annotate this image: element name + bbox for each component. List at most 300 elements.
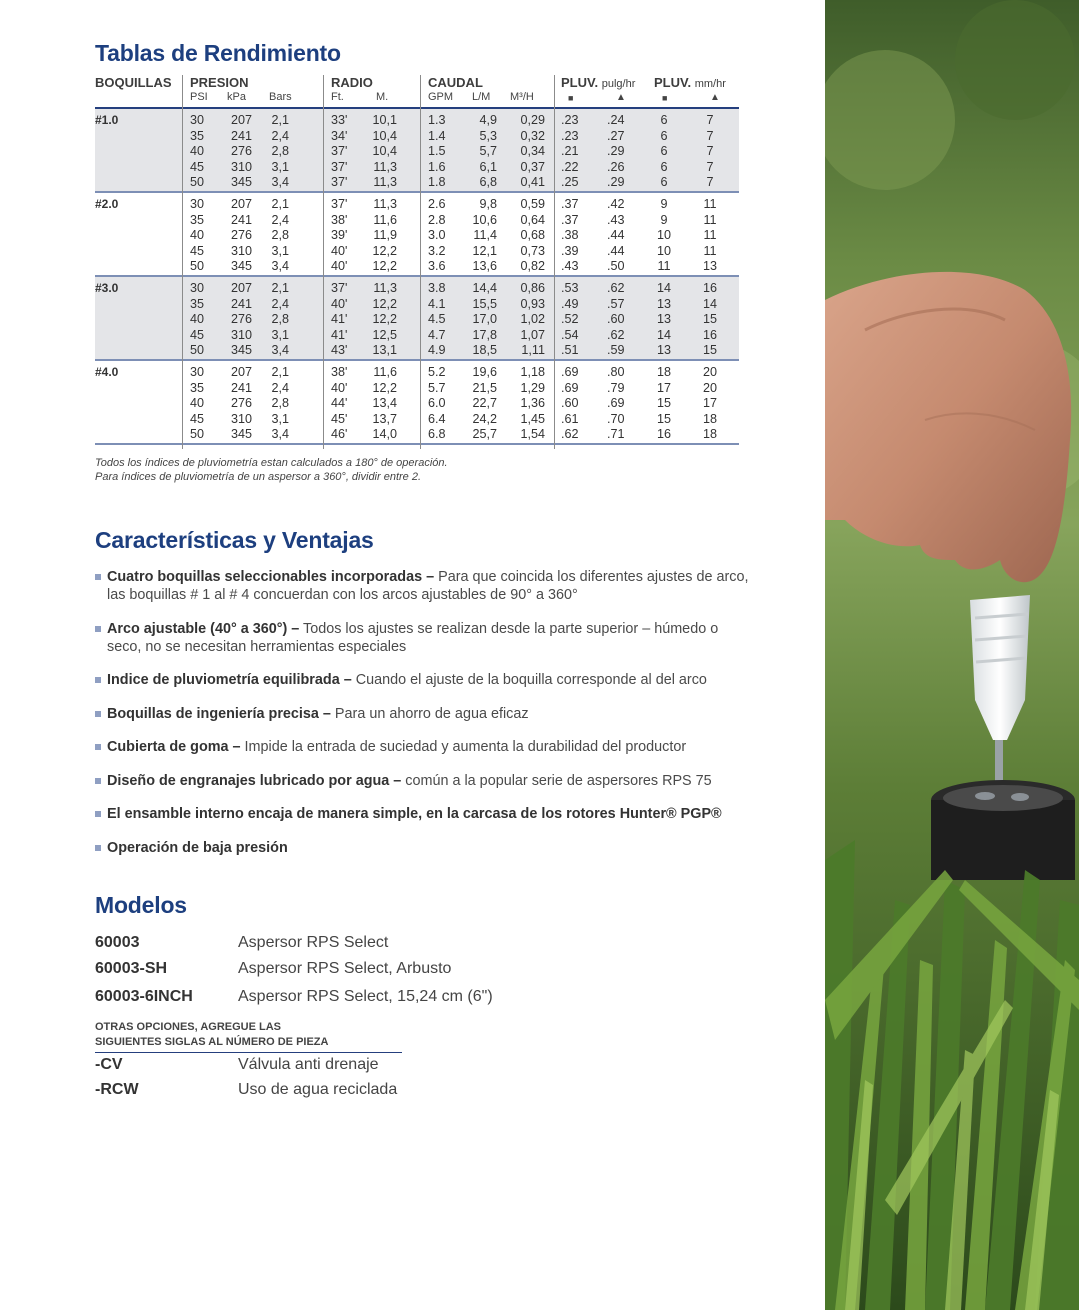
cell-precip-in-square: .54 [561, 327, 579, 342]
table-row [95, 113, 739, 129]
cell-precip-in-triangle: .59 [607, 343, 625, 358]
feature-item [95, 738, 755, 756]
cell-bars: 2,1 [271, 281, 289, 295]
subheader-psi: PSI [190, 91, 208, 103]
cell-precip-in-triangle: .69 [607, 396, 625, 411]
cell-radius-ft: 37' [331, 159, 348, 174]
cell-precip-mm-triangle: 11 [703, 212, 717, 227]
cell-bars: 2,8 [271, 144, 289, 159]
cell-radius-ft: 40' [331, 243, 348, 258]
subheader-m3h: M³/H [510, 91, 534, 103]
nozzle-group [95, 361, 739, 445]
cell-radius-ft: 38' [331, 365, 348, 379]
cell-m3h: 1,11 [521, 343, 545, 358]
cell-kpa: 276 [230, 144, 252, 159]
cell-precip-in-triangle: .71 [607, 427, 625, 442]
cell-lm: 6,8 [479, 175, 497, 190]
cell-bars: 3,4 [271, 427, 289, 442]
model-code: 60003-SH [95, 960, 168, 977]
other-options-line-1: OTRAS OPCIONES, AGREGUE LAS [95, 1021, 282, 1033]
cell-lm: 24,2 [472, 411, 497, 426]
cell-m3h: 0,41 [520, 175, 545, 190]
feature-description: Impide la entrada de suciedad y aumenta la durabilidad del productor [240, 739, 687, 755]
cell-kpa: 345 [230, 427, 252, 442]
cell-m3h: 1,36 [520, 396, 545, 411]
cell-bars: 2,1 [271, 365, 289, 379]
cell-lm: 5,7 [479, 144, 497, 159]
cell-precip-in-square: .51 [561, 343, 579, 358]
cell-lm: 22,7 [472, 396, 497, 411]
cell-radius-ft: 41' [331, 327, 348, 342]
cell-kpa: 310 [230, 327, 252, 342]
cell-psi: 40 [190, 228, 205, 243]
feature-title: Boquillas de ingeniería precisa – [107, 705, 331, 722]
cell-m3h: 0,34 [520, 144, 545, 159]
cell-kpa: 276 [230, 312, 252, 327]
triangle-icon: ▲ [710, 92, 720, 103]
cell-precip-in-triangle: .27 [607, 128, 625, 143]
cell-kpa: 241 [230, 380, 252, 395]
cell-gpm: 3.8 [428, 281, 446, 295]
cell-precip-in-triangle: .60 [607, 312, 625, 327]
model-code: 60003-6INCH [95, 988, 193, 1005]
cell-precip-in-triangle: .24 [607, 113, 625, 127]
model-description: Aspersor RPS Select [238, 934, 389, 951]
cell-psi: 50 [190, 427, 205, 442]
cell-lm: 12,1 [472, 243, 497, 258]
cell-lm: 5,3 [479, 128, 497, 143]
cell-radius-m: 10,1 [372, 113, 397, 127]
cell-psi: 45 [190, 327, 205, 342]
cell-precip-in-square: .38 [561, 228, 579, 243]
table-row [95, 312, 739, 328]
cell-gpm: 4.5 [428, 312, 446, 327]
cell-gpm: 1.3 [428, 113, 446, 127]
cell-radius-m: 11,3 [373, 175, 397, 190]
cell-bars: 3,1 [271, 159, 289, 174]
cell-radius-ft: 33' [331, 113, 348, 127]
cell-precip-in-square: .49 [561, 296, 579, 311]
cell-kpa: 345 [230, 175, 252, 190]
cell-precip-mm-square: 6 [660, 159, 668, 174]
cell-precip-in-square: .60 [561, 396, 579, 411]
cell-precip-mm-triangle: 11 [703, 228, 717, 243]
cell-m3h: 1,54 [520, 427, 545, 442]
cell-gpm: 6.8 [428, 427, 446, 442]
cell-precip-in-triangle: .42 [607, 197, 625, 211]
table-row [95, 427, 739, 443]
cell-kpa: 276 [230, 228, 252, 243]
cell-precip-mm-square: 16 [656, 427, 671, 442]
header-pressure: PRESION [190, 75, 249, 90]
cell-precip-in-triangle: .57 [607, 296, 625, 311]
cell-bars: 2,4 [271, 296, 289, 311]
cell-m3h: 0,59 [520, 197, 545, 211]
cell-radius-ft: 37' [331, 281, 348, 295]
cell-radius-ft: 46' [331, 427, 348, 442]
table-row [95, 129, 739, 145]
cell-radius-m: 13,4 [372, 396, 397, 411]
cell-lm: 15,5 [472, 296, 497, 311]
feature-title: Arco ajustable (40° a 360°) – [107, 620, 300, 637]
cell-m3h: 1,29 [520, 380, 545, 395]
table-row [95, 259, 739, 275]
cell-precip-mm-triangle: 20 [702, 365, 717, 379]
cell-psi: 45 [190, 159, 205, 174]
table-row [95, 381, 739, 397]
feature-title: Diseño de engranajes lubricado por agua – [107, 772, 402, 789]
cell-precip-mm-triangle: 11 [703, 243, 717, 258]
cell-gpm: 6.0 [428, 396, 446, 411]
bullet-icon [95, 677, 101, 683]
cell-precip-mm-triangle: 20 [702, 380, 717, 395]
cell-lm: 10,6 [472, 212, 497, 227]
header-nozzles: BOQUILLAS [95, 75, 172, 90]
cell-m3h: 0,93 [520, 296, 545, 311]
option-description: Válvula anti drenaje [238, 1056, 379, 1073]
cell-lm: 17,0 [472, 312, 497, 327]
cell-radius-ft: 34' [331, 128, 348, 143]
table-row [95, 244, 739, 260]
cell-precip-mm-triangle: 16 [702, 281, 717, 295]
cell-psi: 50 [190, 343, 205, 358]
product-photo [825, 0, 1079, 1310]
other-options-line-2: SIGUIENTES SIGLAS AL NÚMERO DE PIEZA [95, 1036, 329, 1048]
cell-gpm: 1.6 [428, 159, 446, 174]
cell-lm: 4,9 [479, 113, 497, 127]
cell-bars: 2,4 [271, 212, 289, 227]
cell-radius-m: 12,5 [372, 327, 397, 342]
cell-precip-mm-triangle: 7 [706, 159, 714, 174]
column-divider [323, 75, 324, 449]
sprinkler-hand-photo [825, 0, 1079, 1310]
cell-psi: 50 [190, 175, 205, 190]
cell-bars: 2,8 [271, 228, 289, 243]
feature-description: Para un ahorro de agua eficaz [330, 705, 529, 722]
table-body [95, 109, 739, 445]
cell-precip-in-square: .62 [561, 427, 579, 442]
cell-psi: 30 [190, 281, 205, 295]
cell-psi: 45 [190, 411, 205, 426]
table-note: Para índices de pluviometría de un aspersor a 360°, dividir entre 2. [95, 471, 422, 483]
cell-precip-mm-triangle: 16 [702, 327, 717, 342]
feature-description: Cuando el ajuste de la boquilla corresponde al del arco [351, 672, 707, 688]
feature-title: El ensamble interno encaja de manera simple, en la carcasa de los rotores Hunter® PGP® [107, 806, 722, 822]
table-header-row [95, 75, 739, 91]
cell-radius-m: 11,3 [373, 197, 397, 211]
header-precip-mm: PLUV. mm/hr [654, 75, 726, 90]
cell-bars: 3,1 [271, 243, 289, 258]
feature-item [95, 705, 755, 723]
cell-gpm: 6.4 [428, 411, 446, 426]
subheader-m: M. [376, 91, 389, 103]
cell-m3h: 0,73 [520, 243, 545, 258]
cell-radius-m: 11,6 [373, 365, 397, 379]
bullet-icon [95, 744, 101, 750]
cell-m3h: 1,18 [520, 365, 545, 379]
cell-precip-mm-square: 9 [660, 197, 668, 211]
cell-radius-m: 11,9 [373, 228, 397, 243]
performance-table [95, 75, 739, 445]
table-row [95, 328, 739, 344]
table-row [95, 297, 739, 313]
feature-item [95, 839, 755, 857]
table-row [95, 365, 739, 381]
cell-lm: 11,4 [473, 228, 497, 243]
cell-lm: 18,5 [472, 343, 497, 358]
cell-precip-in-triangle: .29 [607, 175, 625, 190]
cell-radius-m: 11,3 [373, 281, 397, 295]
cell-kpa: 345 [230, 259, 252, 274]
cell-lm: 17,8 [472, 327, 497, 342]
features-list [95, 568, 755, 872]
cell-radius-m: 10,4 [372, 128, 397, 143]
cell-gpm: 5.2 [428, 365, 446, 379]
cell-precip-mm-triangle: 15 [702, 343, 717, 358]
nozzle-group [95, 109, 739, 193]
cell-psi: 35 [190, 128, 205, 143]
cell-m3h: 0,32 [520, 128, 545, 143]
column-divider [420, 75, 421, 449]
cell-bars: 3,1 [271, 327, 289, 342]
column-divider [182, 75, 183, 449]
cell-precip-in-square: .53 [561, 281, 579, 295]
cell-gpm: 1.4 [428, 128, 446, 143]
cell-precip-in-triangle: .80 [607, 365, 625, 379]
cell-precip-in-triangle: .70 [607, 411, 625, 426]
table-row [95, 228, 739, 244]
cell-radius-ft: 44' [331, 396, 348, 411]
cell-precip-mm-triangle: 11 [703, 197, 717, 211]
cell-precip-in-square: .69 [561, 365, 579, 379]
triangle-icon: ▲ [616, 92, 626, 103]
cell-bars: 3,4 [271, 259, 289, 274]
subheader-bars: Bars [269, 91, 292, 103]
model-code: 60003 [95, 934, 140, 951]
cell-m3h: 0,64 [520, 212, 545, 227]
cell-precip-mm-triangle: 17 [702, 396, 717, 411]
cell-bars: 3,1 [271, 411, 289, 426]
cell-psi: 35 [190, 212, 205, 227]
cell-precip-in-square: .25 [561, 175, 579, 190]
cell-precip-mm-square: 14 [656, 327, 671, 342]
nozzle-label: #3.0 [95, 281, 119, 295]
option-description: Uso de agua reciclada [238, 1081, 398, 1098]
header-precip-in: PLUV. pulg/hr [561, 75, 636, 90]
feature-item [95, 805, 755, 823]
cell-radius-m: 13,1 [372, 343, 397, 358]
cell-radius-ft: 45' [331, 411, 348, 426]
model-description: Aspersor RPS Select, Arbusto [238, 960, 452, 977]
cell-gpm: 2.6 [428, 197, 446, 211]
cell-precip-mm-square: 10 [656, 228, 671, 243]
header-radius: RADIO [331, 75, 373, 90]
feature-item [95, 620, 755, 656]
cell-lm: 9,8 [479, 197, 497, 211]
table-row [95, 213, 739, 229]
cell-precip-mm-triangle: 18 [702, 411, 717, 426]
cell-bars: 2,4 [271, 380, 289, 395]
table-row [95, 197, 739, 213]
cell-precip-in-triangle: .26 [607, 159, 625, 174]
cell-precip-in-triangle: .62 [607, 327, 625, 342]
cell-precip-in-triangle: .62 [607, 281, 625, 295]
bullet-icon [95, 574, 101, 580]
feature-title: Cuatro boquillas seleccionables incorporadas – [107, 569, 435, 585]
feature-title: Cubierta de goma – [107, 739, 241, 755]
table-row [95, 343, 739, 359]
cell-radius-m: 12,2 [372, 312, 397, 327]
cell-m3h: 0,37 [520, 159, 545, 174]
cell-precip-in-square: .23 [561, 113, 579, 127]
cell-precip-in-square: .61 [561, 411, 579, 426]
cell-kpa: 310 [230, 243, 252, 258]
cell-psi: 35 [190, 380, 205, 395]
cell-radius-ft: 37' [331, 144, 348, 159]
cell-radius-m: 12,2 [372, 259, 397, 274]
cell-radius-ft: 37' [331, 197, 348, 211]
cell-psi: 30 [190, 197, 205, 211]
cell-radius-m: 11,3 [373, 159, 397, 174]
other-options-heading [95, 1020, 402, 1053]
cell-precip-mm-square: 11 [657, 259, 671, 274]
cell-gpm: 1.8 [428, 175, 446, 190]
cell-kpa: 241 [230, 128, 252, 143]
cell-lm: 13,6 [472, 259, 497, 274]
cell-bars: 2,8 [271, 396, 289, 411]
cell-radius-ft: 39' [331, 228, 348, 243]
cell-precip-in-square: .37 [561, 197, 579, 211]
cell-precip-mm-square: 10 [656, 243, 671, 258]
cell-precip-mm-triangle: 7 [706, 144, 714, 159]
cell-precip-mm-square: 15 [656, 396, 671, 411]
cell-m3h: 1,02 [520, 312, 545, 327]
cell-kpa: 310 [230, 159, 252, 174]
cell-bars: 2,1 [271, 197, 289, 211]
square-icon: ■ [662, 93, 668, 103]
cell-radius-ft: 37' [331, 175, 348, 190]
column-divider [554, 75, 555, 449]
cell-gpm: 4.9 [428, 343, 446, 358]
cell-precip-mm-square: 6 [660, 175, 668, 190]
cell-kpa: 310 [230, 411, 252, 426]
cell-kpa: 276 [230, 396, 252, 411]
cell-kpa: 241 [230, 212, 252, 227]
cell-precip-mm-square: 6 [660, 144, 668, 159]
cell-lm: 25,7 [472, 427, 497, 442]
table-row [95, 160, 739, 176]
cell-precip-mm-triangle: 7 [706, 128, 714, 143]
header-flow: CAUDAL [428, 75, 483, 90]
model-description: Aspersor RPS Select, 15,24 cm (6") [238, 988, 493, 1005]
cell-precip-mm-triangle: 18 [702, 427, 717, 442]
cell-lm: 21,5 [472, 380, 497, 395]
cell-precip-in-triangle: .50 [607, 259, 625, 274]
subheader-ft: Ft. [331, 91, 344, 103]
cell-kpa: 345 [230, 343, 252, 358]
cell-precip-mm-square: 9 [660, 212, 668, 227]
table-row [95, 144, 739, 160]
cell-precip-in-triangle: .44 [607, 243, 625, 258]
cell-precip-in-triangle: .43 [607, 212, 625, 227]
cell-psi: 40 [190, 396, 205, 411]
nozzle-group [95, 277, 739, 361]
cell-precip-in-square: .23 [561, 128, 579, 143]
cell-m3h: 1,45 [520, 411, 545, 426]
cell-psi: 30 [190, 365, 205, 379]
cell-bars: 2,1 [271, 113, 289, 127]
cell-precip-mm-square: 13 [656, 312, 671, 327]
table-row [95, 175, 739, 191]
subheader-gpm: GPM [428, 91, 454, 103]
cell-precip-in-triangle: .29 [607, 144, 625, 159]
cell-psi: 50 [190, 259, 205, 274]
table-row [95, 412, 739, 428]
feature-description: común a la popular serie de aspersores RPS 75 [401, 772, 712, 789]
cell-gpm: 3.0 [428, 228, 446, 243]
cell-psi: 45 [190, 243, 205, 258]
bullet-icon [95, 626, 101, 632]
nozzle-group [95, 193, 739, 277]
cell-m3h: 1,07 [520, 327, 545, 342]
cell-radius-m: 14,0 [372, 427, 397, 442]
feature-title: Indice de pluviometría equilibrada – [107, 672, 352, 688]
cell-kpa: 207 [230, 365, 252, 379]
feature-title: Operación de baja presión [107, 839, 288, 856]
cell-precip-mm-triangle: 15 [702, 312, 717, 327]
cell-radius-m: 10,4 [372, 144, 397, 159]
nozzle-label: #4.0 [95, 365, 119, 379]
cell-radius-ft: 40' [331, 380, 348, 395]
option-code: -CV [95, 1056, 123, 1073]
table-note: Todos los índices de pluviometría estan calculados a 180° de operación. [95, 457, 448, 469]
cell-gpm: 3.2 [428, 243, 446, 258]
subheader-lm: L/M [472, 91, 491, 103]
option-code: -RCW [95, 1081, 139, 1098]
cell-radius-m: 13,7 [372, 411, 397, 426]
cell-precip-mm-square: 17 [656, 380, 671, 395]
cell-gpm: 5.7 [428, 380, 446, 395]
cell-radius-m: 11,6 [373, 212, 397, 227]
cell-psi: 40 [190, 144, 205, 159]
cell-kpa: 207 [230, 281, 252, 295]
cell-psi: 35 [190, 296, 205, 311]
cell-bars: 3,4 [271, 175, 289, 190]
feature-item [95, 568, 755, 604]
cell-m3h: 0,86 [520, 281, 545, 295]
cell-precip-in-square: .52 [561, 312, 579, 327]
cell-precip-mm-square: 14 [656, 281, 671, 295]
cell-precip-in-square: .39 [561, 243, 579, 258]
cell-precip-mm-triangle: 14 [702, 296, 717, 311]
feature-description: Para que coincida los diferentes ajustes de arco, las boquillas # 1 al # 4 concuerdan con los arcos ajustables de 90° a 360° [107, 569, 749, 603]
performance-title: Tablas de Rendimiento [95, 40, 341, 66]
cell-precip-mm-square: 18 [656, 365, 671, 379]
table-row [95, 396, 739, 412]
cell-lm: 19,6 [472, 365, 497, 379]
cell-radius-m: 12,2 [372, 296, 397, 311]
cell-gpm: 4.7 [428, 327, 446, 342]
cell-psi: 40 [190, 312, 205, 327]
nozzle-label: #1.0 [95, 113, 119, 127]
feature-item [95, 772, 755, 790]
models-title: Modelos [95, 892, 187, 918]
cell-radius-ft: 38' [331, 212, 348, 227]
cell-precip-in-square: .22 [561, 159, 579, 174]
features-title: Características y Ventajas [95, 527, 374, 553]
cell-precip-mm-triangle: 7 [706, 175, 714, 190]
bullet-icon [95, 845, 101, 851]
